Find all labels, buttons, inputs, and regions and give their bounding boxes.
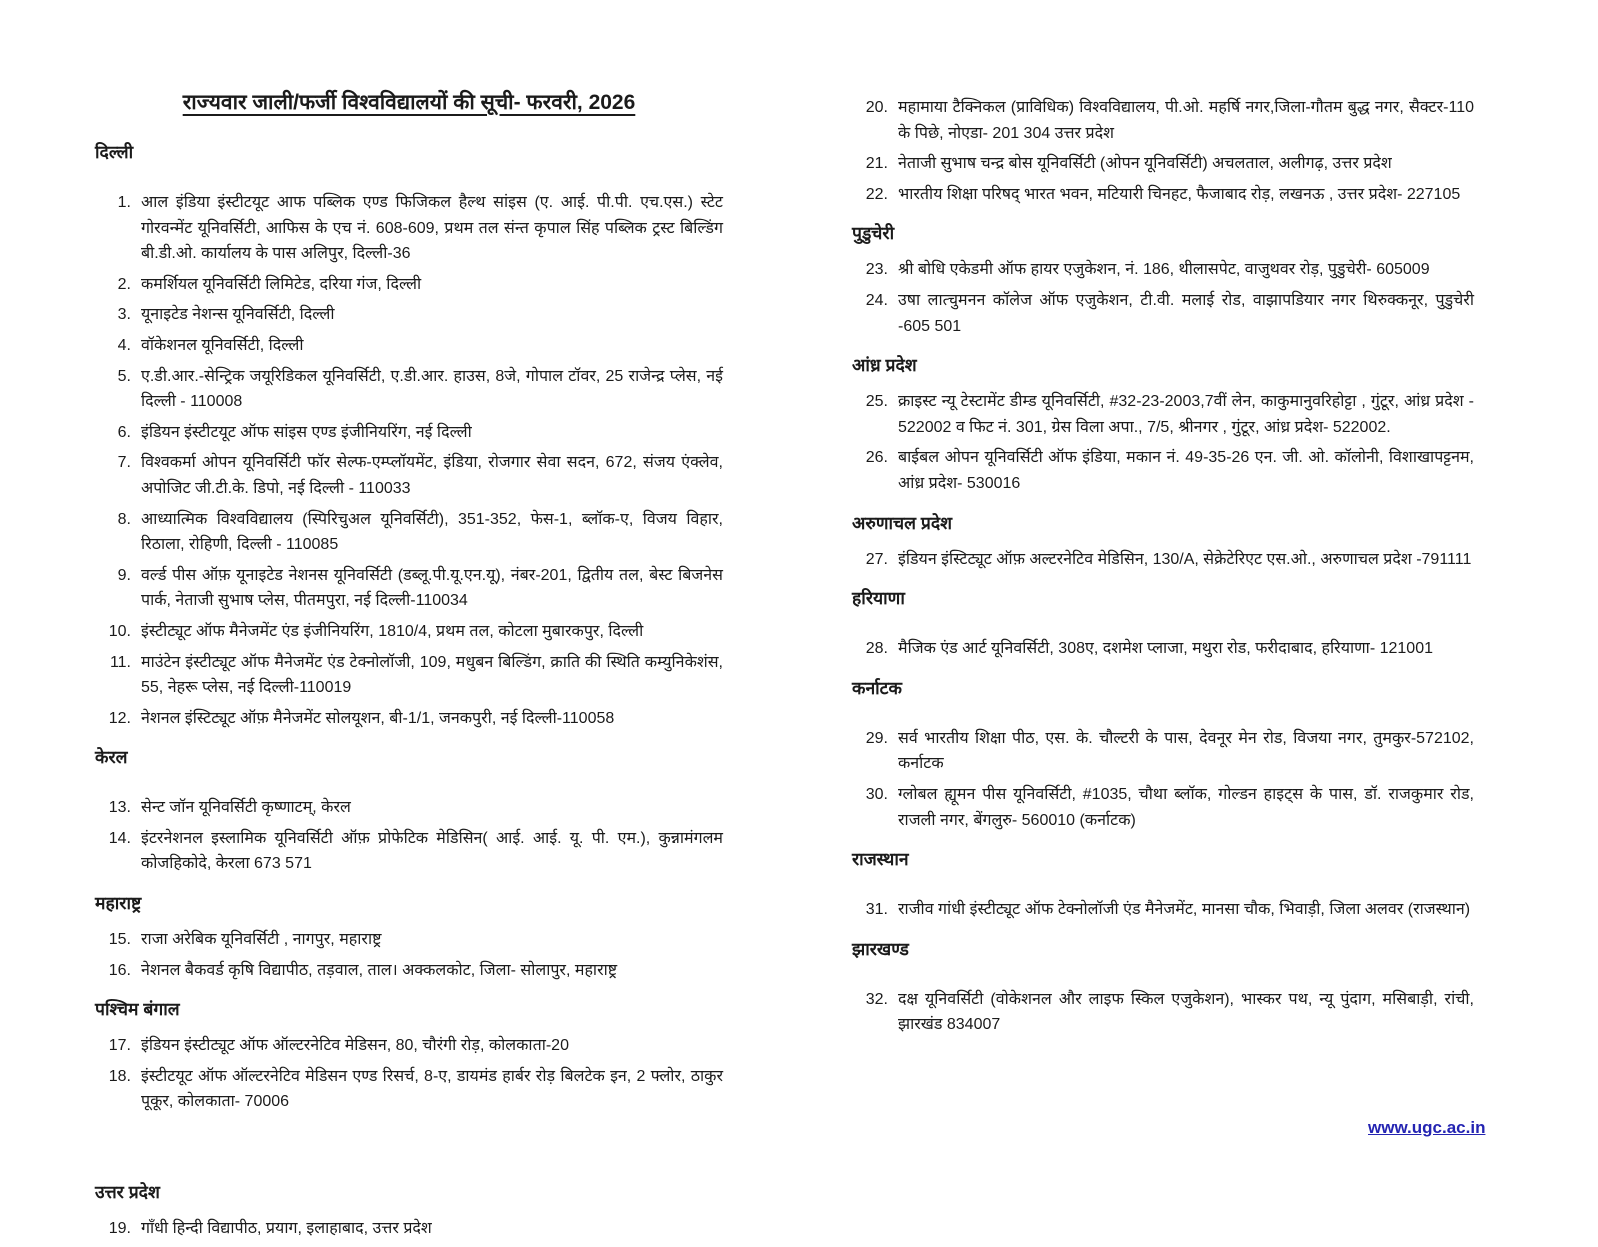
item-number: 32. (865, 990, 888, 1008)
item-number: 23. (865, 261, 888, 279)
list-item-17 (95, 1033, 723, 1059)
item-text: नेशनल बैकवर्ड कृषि विद्यापीठ, तड़वाल, ताल। अक्कलकोट, जिला- सोलापुर, महाराष्ट्र (141, 961, 618, 979)
item-number: 19. (108, 1220, 131, 1238)
item-text: भारतीय शिक्षा परिषद् भारत भवन, मटियारी चिनहट, फैजाबाद रोड़, लखनऊ , उत्तर प्रदेश- 227105 (898, 185, 1461, 203)
item-number: 15. (108, 931, 131, 949)
item-text: राजीव गांधी इंस्टीट्यूट ऑफ टेक्नोलॉजी एंड मैनेजमेंट, मानसा चौक, भिवाड़ी, जिला अलवर (राजस्थान) (898, 901, 1471, 919)
list-item-22 (852, 182, 1474, 208)
item-number: 1. (117, 194, 131, 211)
spacer (852, 883, 1474, 897)
section-heading-puducherry: पुडुचेरी (852, 223, 895, 244)
section-heading-uttar-pradesh: उत्तर प्रदेश (95, 1182, 160, 1203)
ugc-website-link[interactable]: www.ugc.ac.in (1368, 1118, 1486, 1137)
item-text: यूनाइटेड नेशन्स यूनिवर्सिटी, दिल्ली (141, 306, 335, 324)
section-heading-jharkhand: झारखण्ड (852, 938, 909, 959)
list-item-16 (95, 958, 723, 984)
item-number: 29. (865, 729, 888, 747)
item-text: इंस्टीट्यूट ऑफ मैनेजमेंट एंड इंजीनियरिंग, 1810/4, प्रथम तल, कोटला मुबारकपुर, दिल्ली (141, 622, 644, 640)
list-item-14 (95, 826, 723, 877)
list-item-12 (95, 706, 723, 732)
list-item-11 (95, 650, 723, 701)
item-text: इंडियन इंस्टीटयूट ऑफ सांइस एण्ड इंजीनियरिंग, नई दिल्ली (141, 423, 472, 441)
item-text: माउंटेन इंस्टीट्यूट ऑफ मैनेजमेंट एंड टेक्नोलॉजी, 109, मधुबन बिल्डिंग, क्राति की स्थिति कम्युनिकेशंस, 55, नेहरू प्लेस, नई दिल्ली-110019 (141, 653, 723, 697)
list-item-23 (852, 257, 1474, 283)
list-item-32 (852, 987, 1474, 1038)
item-number: 9. (117, 566, 131, 584)
list-item-25 (852, 389, 1474, 440)
spacer (95, 1120, 723, 1166)
list-item-30 (852, 782, 1474, 833)
item-number: 24. (865, 291, 888, 309)
item-number: 10. (108, 622, 131, 640)
item-number: 21. (865, 155, 888, 173)
item-text: इंडियन इंस्टीट्यूट ऑफ ऑल्टरनेटिव मेडिसन, 80, चौरंगी रोड़, कोलकाता-20 (141, 1037, 569, 1055)
list-item-18 (95, 1064, 723, 1115)
item-number: 16. (108, 961, 131, 979)
list-item-15 (95, 927, 723, 953)
item-text: नेताजी सुभाष चन्द्र बोस यूनिवर्सिटी (ओपन यूनिवर्सिटी) अचलताल, अलीगढ़, उत्तर प्रदेश (898, 155, 1392, 173)
list-item-24 (852, 288, 1474, 339)
item-text: दक्ष यूनिवर्सिटी (वोकेशनल और लाइफ स्किल एजुकेशन), भास्कर पथ, न्यू पुंदाग, मसिबाड़ी, रांची, झारखंड 834007 (898, 990, 1474, 1034)
list-item-29 (852, 726, 1474, 777)
item-text: इंस्टीटयूट ऑफ ऑल्टरनेटिव मेडिसन एण्ड रिसर्च, 8-ए, डायमंड हार्बर रोड़ बिलटेक इन, 2 फ्लोर, ठाकुर पूकूर, कोलकाता- 70006 (141, 1067, 723, 1111)
item-number: 31. (865, 901, 888, 919)
list-item-26 (852, 445, 1474, 496)
spacer (852, 973, 1474, 987)
list-item-20 (852, 95, 1474, 146)
list-item-19 (95, 1216, 723, 1242)
section-heading-haryana: हरियाणा (852, 588, 905, 609)
list-item-6 (95, 420, 723, 446)
item-text: महामाया टैक्निकल (प्राविधिक) विश्वविद्यालय, पी.ओ. महर्षि नगर,जिला-गौतम बुद्ध नगर, सैक्टर-110 के पिछे, नोएडा- 201 304 उत्तर प्रदेश (898, 99, 1474, 142)
spacer (95, 176, 723, 190)
list-item-7 (95, 450, 723, 501)
item-text: मैजिक एंड आर्ट यूनिवर्सिटी, 308ए, दशमेश प्लाजा, मथुरा रोड, फरीदाबाद, हरियाणा- 121001 (898, 640, 1433, 658)
item-number: 7. (117, 454, 131, 472)
list-item-4 (95, 333, 723, 359)
item-number: 3. (117, 306, 131, 324)
item-text: आल इंडिया इंस्टीटयूट आफ पब्लिक एण्ड फिजिकल हैल्थ सांइस (ए. आई. पी.पी. एच.एस.) स्टेट गोरवन्मेंट यूनिवर्सिटी, आफिस के एच नं. 608-609, प्रथम तल संन्त कृपाल सिंह पब्लिक ट्रस्ट बिल्डिंग बी.डी.ओ. कार्यालय के पास अलिपुर, दिल्ली-36 (141, 194, 723, 263)
left-column (95, 88, 723, 1247)
spacer (852, 622, 1474, 636)
section-heading-arunachal-pradesh: अरुणाचल प्रदेश (852, 512, 953, 533)
list-item-9 (95, 563, 723, 614)
item-number: 20. (865, 99, 888, 116)
list-item-10 (95, 619, 723, 645)
spacer (95, 781, 723, 795)
section-heading-maharashtra: महाराष्ट्र (95, 893, 142, 914)
item-number: 27. (865, 550, 888, 568)
list-item-27 (852, 547, 1474, 573)
section-heading-karnataka: कर्नाटक (852, 677, 902, 698)
list-item-5 (95, 364, 723, 415)
item-text: आध्यात्मिक विश्वविद्यालय (स्पिरिचुअल यूनिवर्सिटी), 351-352, फेस-1, ब्लॉक-ए, विजय विहार, रिठाला, रोहिणी, दिल्ली - 110085 (141, 510, 723, 554)
item-text: ग्लोबल ह्यूमन पीस यूनिवर्सिटी, #1035, चौथा ब्लॉक, गोल्डन हाइट्स के पास, डॉ. राजकुमार रोड, राजली नगर, बेंगलुरु- 560010 (कर्नाटक) (898, 785, 1474, 829)
item-text: गाँधी हिन्दी विद्यापीठ, प्रयाग, इलाहाबाद, उत्तर प्रदेश (141, 1220, 432, 1238)
item-text: क्राइस्ट न्यू टेस्टामेंट डीम्ड यूनिवर्सिटी, #32-23-2003,7वीं लेन, काकुमानुवरिहोट्टा , गुंटूर, आंध्र प्रदेश - 522002 व फिट नं. 301, ग्रेस विला अपा., 7/5, श्रीनगर , गुंटूर, आंध्र प्रदेश- 522002. (898, 393, 1474, 436)
list-item-1 (95, 190, 723, 267)
item-text: बाईबल ओपन यूनिवर्सिटी ऑफ इंडिया, मकान नं. 49-35-26 एन. जी. ओ. कॉलोनी, विशाखापट्टनम, आंध्र प्रदेश- 530016 (898, 449, 1474, 492)
page-title: राज्यवार जाली/फर्जी विश्वविद्यालयों की सूची- फरवरी, 2026 (182, 91, 636, 114)
left-column-blocks (95, 140, 723, 1242)
item-text: विश्वकर्मा ओपन यूनिवर्सिटी फॉर सेल्फ-एम्प्लॉयमेंट, इंडिया, रोजगार सेवा सदन, 672, संजय एंक्लेव, अपोजिट जी.टी.के. डिपो, नई दिल्ली - 110033 (141, 454, 723, 497)
item-number: 18. (108, 1067, 131, 1085)
spacer (852, 712, 1474, 726)
item-number: 4. (117, 336, 131, 354)
list-item-31 (852, 897, 1474, 923)
section-heading-rajasthan: राजस्थान (852, 849, 909, 870)
item-number: 28. (865, 640, 888, 658)
item-number: 22. (865, 185, 888, 203)
item-number: 11. (109, 653, 131, 671)
item-text: सेन्ट जॉन यूनिवर्सिटी कृष्णाटम्, केरल (141, 799, 351, 817)
list-item-2 (95, 272, 723, 298)
list-item-28 (852, 636, 1474, 662)
item-text: इंडियन इंस्टिट्यूट ऑफ़ अल्टरनेटिव मेडिसिन, 130/A, सेक्रेटेरिएट एस.ओ., अरुणाचल प्रदेश -791111 (898, 550, 1472, 568)
section-heading-west-bengal: पश्चिम बंगाल (95, 999, 180, 1020)
item-text: उषा लात्चुमनन कॉलेज ऑफ एजुकेशन, टी.वी. मलाई रोड, वाझापडियार नगर थिरुक्कनूर, पुडुचेरी -605 501 (898, 291, 1474, 335)
item-number: 14. (108, 829, 131, 847)
item-text: ए.डी.आर.-सेन्ट्रिक जयूरिडिकल यूनिवर्सिटी, ए.डी.आर. हाउस, 8जे, गोपाल टॉवर, 25 राजेन्द्र प्लेस, नई दिल्ली - 110008 (141, 367, 723, 411)
item-text: राजा अरेबिक यूनिवर्सिटी , नागपुर, महाराष्ट्र (141, 931, 382, 949)
item-number: 8. (117, 510, 131, 528)
item-number: 6. (117, 423, 131, 441)
right-column-blocks (852, 95, 1474, 1038)
item-number: 5. (117, 367, 131, 385)
item-text: नेशनल इंस्टिट्यूट ऑफ़ मैनेजमेंट सोलयूशन, बी-1/1, जनकपुरी, नई दिल्ली-110058 (141, 709, 615, 727)
item-text: कमर्शियल यूनिवर्सिटी लिमिटेड, दरिया गंज, दिल्ली (141, 275, 422, 293)
item-text: इंटरनेशनल इस्लामिक यूनिवर्सिटी ऑफ़ प्रोफेटिक मेडिसिन( आई. आई. यू. पी. एम.), कुन्नामंगलम कोजहिकोदे, केरला 673 571 (141, 829, 723, 873)
list-item-13 (95, 795, 723, 821)
item-number: 2. (117, 275, 131, 293)
item-text: सर्व भारतीय शिक्षा पीठ, एस. के. चौल्टरी के पास, देवनूर मेन रोड, विजया नगर, तुमकुर-572102, कर्नाटक (898, 729, 1474, 773)
item-text: वॉकेशनल यूनिवर्सिटी, दिल्ली (141, 336, 304, 354)
item-number: 26. (865, 449, 888, 467)
list-item-3 (95, 302, 723, 328)
section-heading-delhi: दिल्ली (95, 142, 134, 162)
item-number: 12. (108, 709, 131, 727)
list-item-21 (852, 151, 1474, 177)
item-number: 13. (108, 799, 131, 817)
list-item-8 (95, 507, 723, 558)
item-text: श्री बोधि एकेडमी ऑफ हायर एजुकेशन, नं. 186, थीलासपेट, वाजुथवर रोड़, पुडुचेरी- 605009 (898, 261, 1430, 279)
item-number: 30. (865, 785, 888, 803)
section-heading-kerala: केरल (95, 747, 128, 768)
section-heading-andhra-pradesh: आंध्र प्रदेश (852, 355, 917, 376)
right-column (852, 95, 1474, 1043)
item-number: 25. (865, 393, 888, 411)
item-text: वर्ल्ड पीस ऑफ़ यूनाइटेड नेशनस यूनिवर्सिटी (डब्लू.पी.यू.एन.यू), नंबर-201, द्वितीय तल, बेस्ट बिजनेस पार्क, नेताजी सुभाष प्लेस, पीतमपुरा, नई दिल्ली-110034 (141, 566, 723, 610)
item-number: 17. (108, 1037, 131, 1055)
